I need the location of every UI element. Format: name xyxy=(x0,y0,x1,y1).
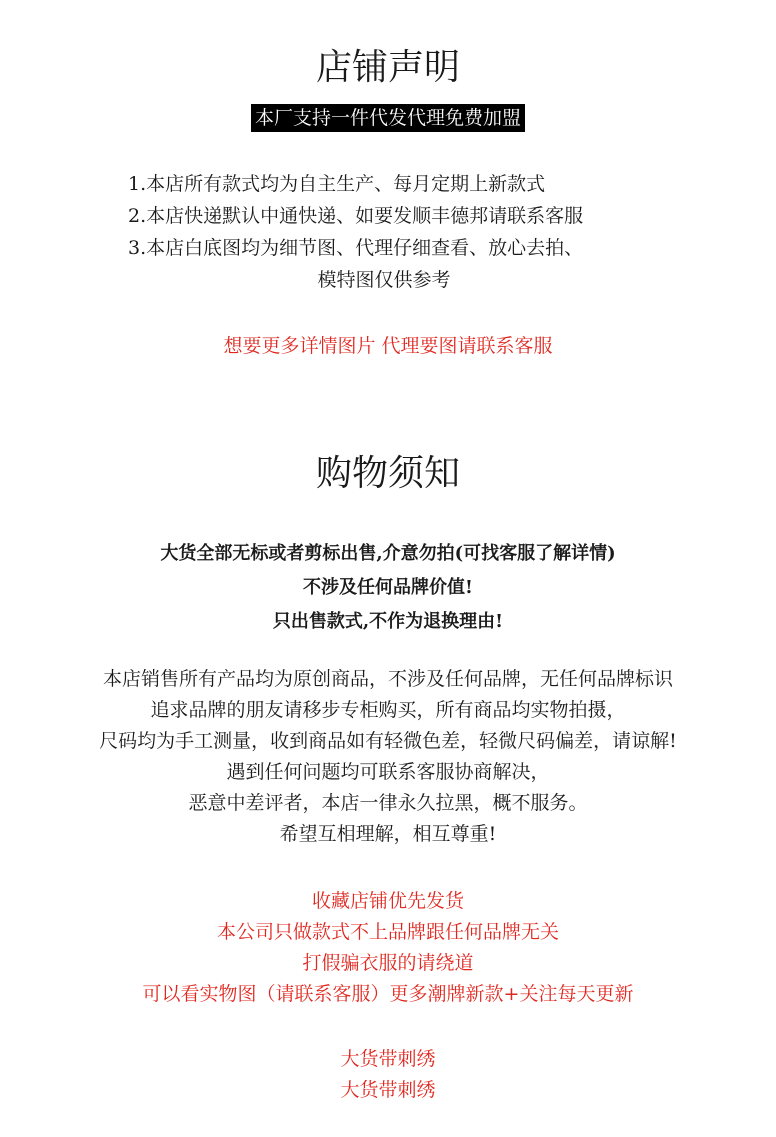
red-line: 本公司只做款式不上品牌跟任何品牌无关 xyxy=(216,921,559,943)
embroidery-line: 大货带刺绣 xyxy=(340,1048,436,1070)
red-line: 可以看实物图（请联系客服）更多潮牌新款+关注每天更新 xyxy=(142,983,634,1005)
bold-line: 只出售款式,不作为退换理由! xyxy=(272,611,504,632)
body-line: 本店销售所有产品均为原创商品，不涉及任何品牌，无任何品牌标识 xyxy=(102,668,673,690)
red-line: 收藏店铺优先发货 xyxy=(311,890,464,912)
embroidery-line: 大货带刺绣 xyxy=(340,1079,436,1101)
bold-line: 不涉及任何品牌价值! xyxy=(303,577,473,598)
store-notice-item-continuation: 模特图仅供参考 xyxy=(317,269,451,291)
shopping-notice-bold-block xyxy=(0,537,776,639)
body-line: 恶意中差评者，本店一律永久拉黑，概不服务。 xyxy=(188,792,588,814)
embroidery-block xyxy=(0,1044,776,1106)
store-notice-list xyxy=(128,168,688,296)
body-line: 希望互相理解，相互尊重! xyxy=(279,823,497,845)
shopping-notice-body xyxy=(0,664,776,850)
red-line: 打假骗衣服的请绕道 xyxy=(302,952,474,974)
store-notice-item: 2.本店快递默认中通快递、如要发顺丰德邦请联系客服 xyxy=(128,205,584,227)
store-notice-red-note: 想要更多详情图片 代理要图请联系客服 xyxy=(223,335,553,357)
agent-banner: 本厂支持一件代发代理免费加盟 xyxy=(251,104,525,132)
shopping-notice-red-block xyxy=(0,886,776,1010)
body-line: 追求品牌的朋友请移步专柜购买，所有商品均实物拍摄， xyxy=(150,699,626,721)
body-line: 遇到任何问题均可联系客服协商解决， xyxy=(226,761,550,783)
body-line: 尺码均为手工测量，收到商品如有轻微色差，轻微尺码偏差，请谅解! xyxy=(99,730,677,752)
store-notice-item: 3.本店白底图均为细节图、代理仔细查看、放心去拍、 xyxy=(128,237,584,259)
shopping-notice-title: 购物须知 xyxy=(315,453,460,494)
store-notice-item: 1.本店所有款式均为自主生产、每月定期上新款式 xyxy=(128,173,546,195)
bold-line: 大货全部无标或者剪标出售,介意勿拍(可找客服了解详情) xyxy=(160,543,616,564)
banner-container xyxy=(0,104,776,132)
store-notice-title: 店铺声明 xyxy=(315,47,460,88)
